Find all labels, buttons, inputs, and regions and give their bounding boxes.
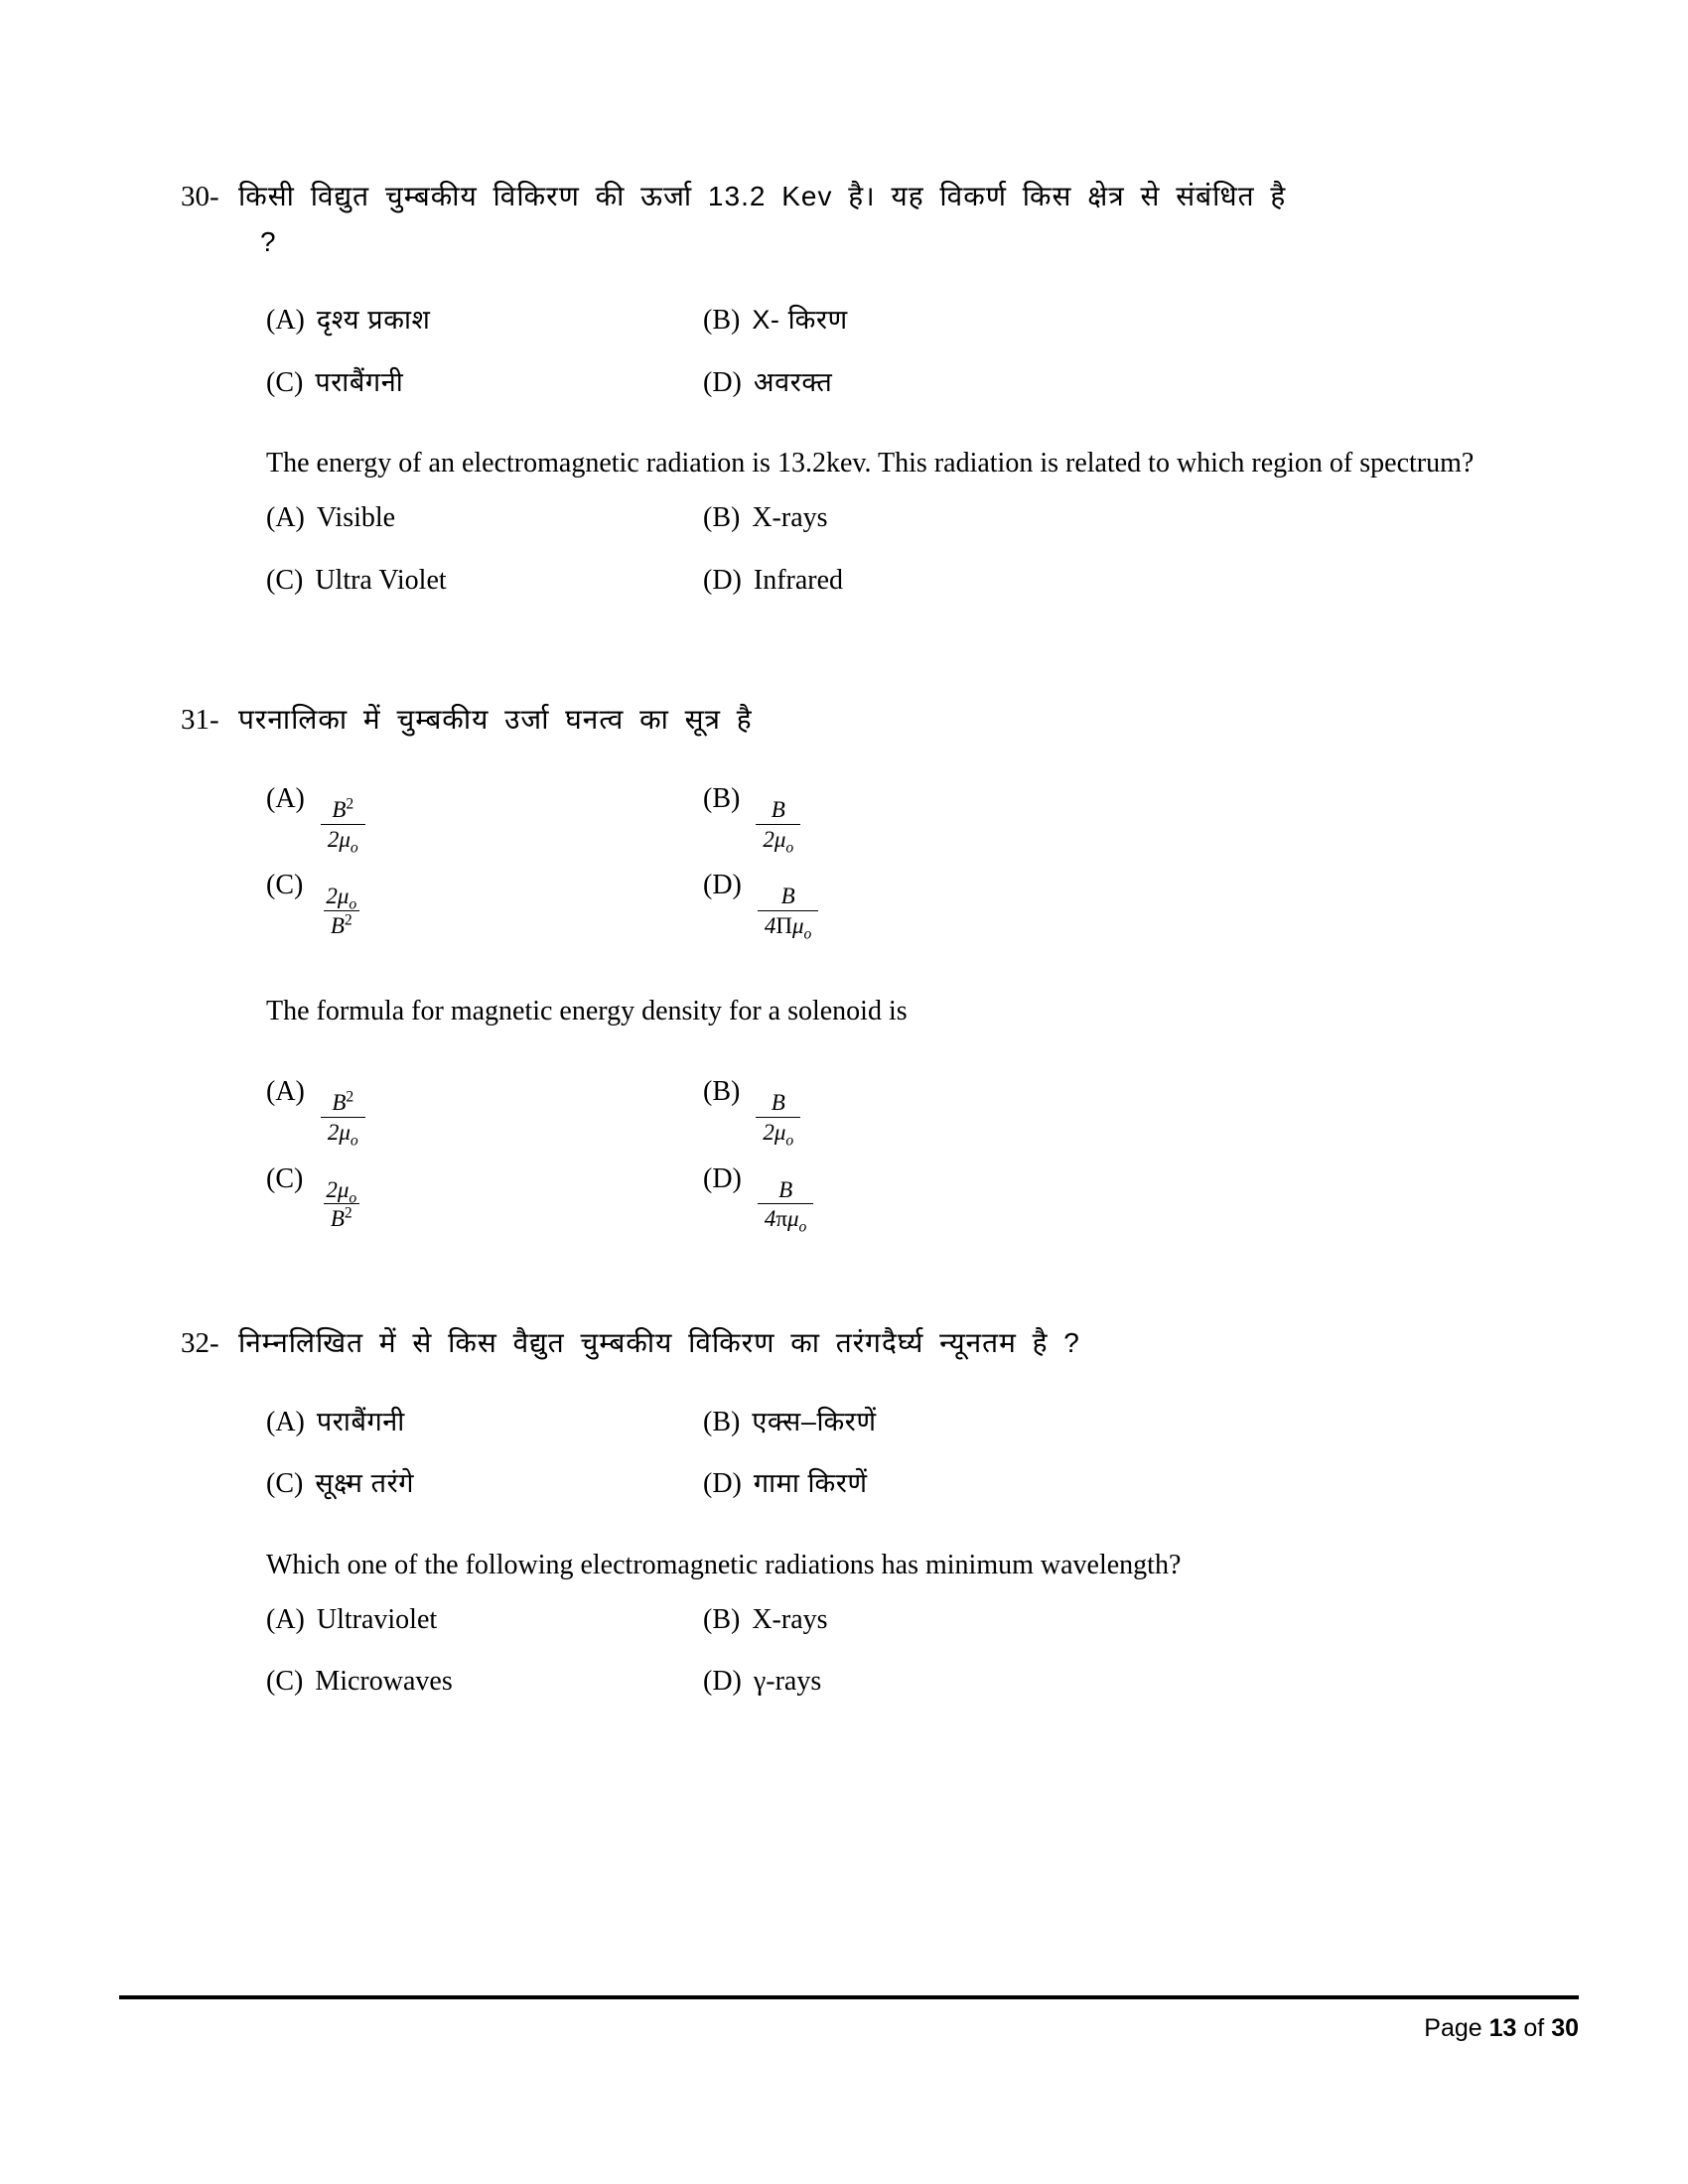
option-d[interactable] [703,855,1509,942]
question-31 [181,697,1509,1236]
option-d-text: गामा किरणें [753,1468,868,1499]
option-b[interactable] [703,1589,1509,1651]
fraction-denominator: $B^2$ [324,910,359,939]
option-b-label: (B) [703,502,741,534]
option-a[interactable] [266,1589,703,1651]
fraction-numerator: B [778,1176,793,1202]
option-b[interactable] [703,768,1509,856]
option-c-text: पराबैंगनी [315,366,404,397]
option-c-formula [315,874,363,939]
option-d-label: (D) [703,870,742,901]
option-a-text: पराबैंगनी [316,1407,405,1437]
spacer [238,264,1509,290]
page-number-text [119,1999,1579,2043]
fraction-numerator: $B^2$ [332,795,354,822]
option-c[interactable] [266,1651,703,1712]
option-b-text: X- किरण [752,305,848,336]
question-31-number: 31- [181,704,219,737]
option-b-formula [752,787,800,857]
question-32 [181,1320,1509,1713]
option-b-text: एक्स–किरणें [752,1407,877,1437]
option-d-formula [754,1167,813,1236]
question-31-stem-hindi-line1: परनालिका में चुम्बकीय उर्जा घनत्व का सूत्र है [238,704,753,736]
option-d-label: (D) [703,366,742,398]
option-b-label: (B) [703,1603,741,1635]
option-c-label: (C) [266,564,304,596]
question-32-stem-english: Which one of the following electromagnetic radiations has minimum wavelength? [266,1549,1182,1580]
fraction-denominator: $2\mu_o$ [756,1117,800,1146]
option-d-label: (D) [703,1666,742,1698]
fraction-numerator: B [771,1090,785,1116]
page-content [181,174,1509,1713]
option-d[interactable] [703,550,1509,612]
option-c-label: (C) [266,366,304,398]
option-c-text: Ultra Violet [315,564,447,596]
option-d[interactable] [703,1651,1509,1712]
fraction-denominator: $2\mu_o$ [321,824,365,853]
option-b[interactable] [703,1392,1509,1453]
option-b-text: X-rays [752,502,828,534]
option-b[interactable] [703,1061,1509,1149]
option-b-label: (B) [703,1407,741,1438]
spacer [238,1516,1509,1542]
option-d[interactable] [703,1453,1509,1515]
option-c-label: (C) [266,870,304,901]
option-b-formula [752,1080,800,1150]
option-d-label: (D) [703,1162,742,1194]
fraction-denominator: $B^2$ [324,1203,359,1232]
option-d-text: अवरक्त [753,366,833,397]
option-c[interactable] [266,550,703,612]
option-a-text: Ultraviolet [316,1603,438,1635]
fraction-denominator: $2\mu_o$ [756,824,800,853]
spacer [238,743,1509,768]
option-a-label: (A) [266,502,305,534]
question-30-english-options [238,487,1509,612]
option-a[interactable] [266,1061,703,1149]
option-a[interactable] [266,487,703,549]
fraction-numerator: B [771,796,785,822]
option-b[interactable] [703,487,1509,549]
option-c[interactable] [266,1453,703,1515]
option-d[interactable] [703,1149,1509,1236]
question-30-stem-english: The energy of an electromagnetic radiation is 13.2kev. This radiation is related to which region of spectrum? [266,448,1475,479]
fraction-denominator: $2\mu_o$ [321,1117,365,1146]
option-a-text: Visible [316,502,396,534]
option-a-label: (A) [266,782,305,814]
question-32-number: 32- [181,1327,219,1360]
option-d-formula [754,874,818,943]
option-c-label: (C) [266,1666,304,1698]
option-d-label: (D) [703,1468,742,1500]
option-a[interactable] [266,290,703,351]
fraction-numerator: $B^2$ [332,1088,354,1116]
spacer [238,414,1509,440]
question-32-stem-hindi [181,1320,1509,1366]
question-30-number: 30- [181,181,219,212]
page-footer [119,1995,1579,2043]
option-a-label: (A) [266,305,305,337]
option-d[interactable] [703,352,1509,414]
option-d-text: γ-rays [753,1666,822,1698]
option-a-formula [317,1080,365,1150]
option-a-label: (A) [266,1603,305,1635]
option-a-label: (A) [266,1407,305,1438]
option-b-label: (B) [703,1076,741,1108]
option-b-label: (B) [703,305,741,337]
question-30-stem-hindi-line2: ? [260,225,276,257]
option-b-label: (B) [703,782,741,814]
question-31-stem-english: The formula for magnetic energy density for a solenoid is [266,995,908,1026]
option-a-formula [317,787,365,857]
option-d-text: Infrared [753,564,844,596]
page-prefix: Page [1424,2014,1489,2042]
spacer [238,1035,1509,1061]
option-a[interactable] [266,768,703,856]
page-of-separator: of [1516,2014,1552,2042]
option-c-label: (C) [266,1468,304,1500]
question-30-stem-hindi-line1: किसी विद्युत चुम्बकीय विकिरण की ऊर्जा 13.2 Kev है। यह विकर्ण किस क्षेत्र से संबंधित है [238,181,1287,211]
option-c-text: सूक्ष्म तरंगे [315,1468,415,1499]
option-c[interactable] [266,352,703,414]
question-32-hindi-options [238,1392,1509,1516]
option-b-text: X-rays [752,1603,828,1635]
fraction-numerator: B [780,884,795,909]
fraction-numerator: $2\mu_o$ [326,1176,357,1207]
option-c-text: Microwaves [315,1666,453,1698]
option-b[interactable] [703,290,1509,351]
spacer [238,942,1509,988]
option-c[interactable] [266,1149,703,1236]
question-31-stem-hindi [181,697,1509,743]
fraction-denominator: $4\Pi\mu_o$ [758,910,818,939]
option-c-formula [315,1167,363,1232]
question-30 [181,174,1509,612]
question-30-hindi-options [238,290,1509,414]
fraction-numerator: $2\mu_o$ [326,884,357,914]
option-a-label: (A) [266,1076,305,1108]
spacer [238,1235,1509,1320]
question-31-english-options [238,1061,1509,1235]
question-31-hindi-options [238,768,1509,942]
current-page-number: 13 [1488,2014,1517,2042]
question-32-english-options [238,1589,1509,1713]
question-32-stem-hindi-line1: निम्नलिखित में से किस वैद्युत चुम्बकीय विकिरण का तरंगदैर्घ्य न्यूनतम है ? [238,1327,1080,1359]
option-c-label: (C) [266,1162,304,1194]
spacer [238,1366,1509,1392]
option-c[interactable] [266,855,703,942]
option-a-text: दृश्य प्रकाश [316,305,431,336]
total-page-number: 30 [1551,2014,1579,2042]
spacer [238,612,1509,697]
question-30-stem-hindi [181,174,1509,219]
option-d-label: (D) [703,564,742,596]
option-a[interactable] [266,1392,703,1453]
fraction-denominator: $4\pi\mu_o$ [758,1203,813,1232]
